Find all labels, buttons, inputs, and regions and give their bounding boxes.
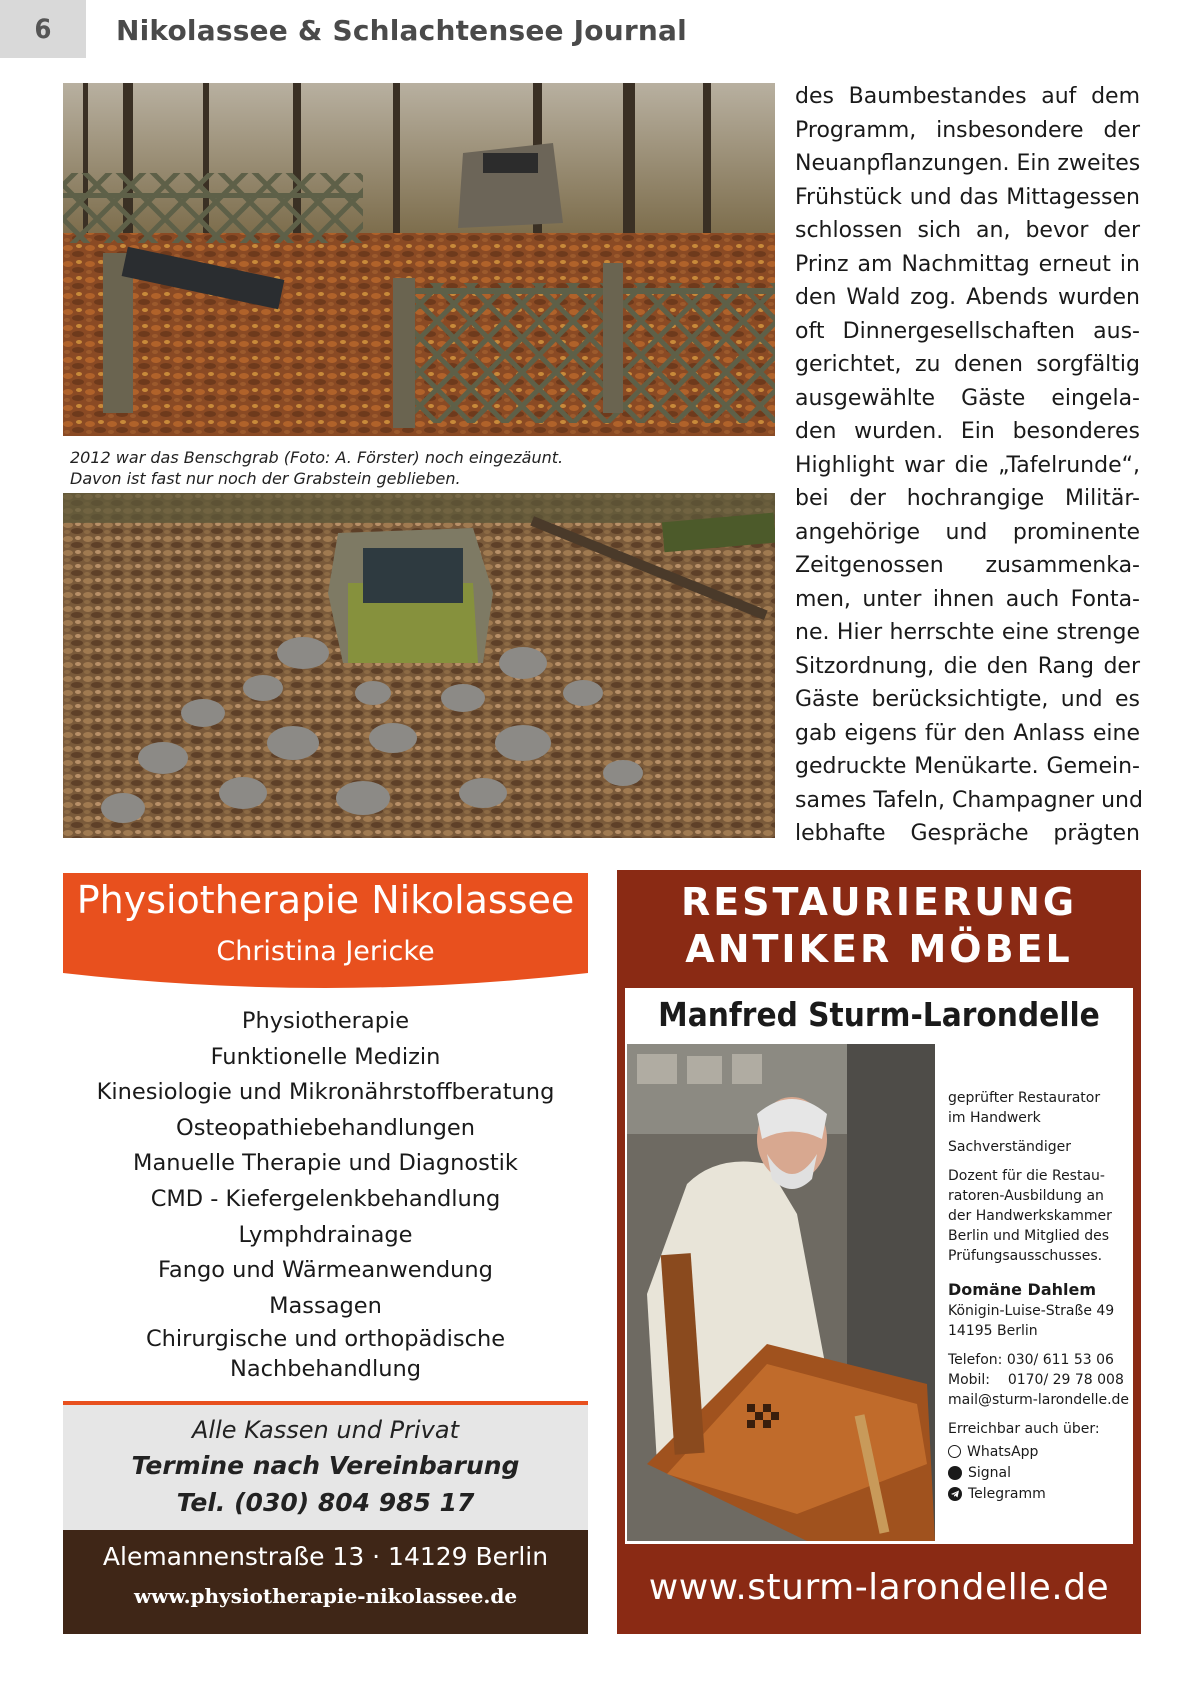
physio-title: Physiotherapie Nikolassee xyxy=(76,878,575,922)
physio-website-link[interactable]: www.physiotherapie-nikolassee.de xyxy=(133,1584,518,1608)
messenger-signal[interactable] xyxy=(948,1462,1138,1483)
resto-city: 14195 Berlin xyxy=(948,1323,1038,1339)
service-item: Fango und Wärmeanwendung xyxy=(158,1257,493,1284)
article-line: Sitzordnung, die den Rang der xyxy=(795,653,1140,679)
article-line: bei der hochrangige Militär- xyxy=(795,486,1140,511)
service-item: Osteopathiebehandlungen xyxy=(176,1114,475,1141)
article-line: Programm, insbesondere der xyxy=(795,117,1140,143)
article-line: angehörige und prominente xyxy=(795,519,1140,545)
physio-kassen: Alle Kassen und Privat xyxy=(192,1416,459,1444)
article-line: Zeitgenossen zusammenka- xyxy=(795,553,1140,578)
info-line: Dozent für die Restau- xyxy=(948,1168,1105,1184)
service-item: Lymphdrainage xyxy=(238,1221,413,1248)
info-line: im Handwerk xyxy=(948,1110,1041,1126)
resto-location: Domäne Dahlem xyxy=(948,1280,1097,1299)
telegram-icon xyxy=(948,1487,962,1501)
info-line: Berlin und Mitglied des xyxy=(948,1228,1110,1244)
article-line: gab eigens für den Anlass eine xyxy=(795,720,1140,746)
page-number: 6 xyxy=(0,0,86,58)
caption-line: Davon ist fast nur noch der Grabstein geblieben. xyxy=(70,469,461,488)
physio-services-list xyxy=(63,1004,588,1384)
article-line: den wurden. Ein besonderes xyxy=(795,419,1140,444)
info-line: geprüfter Restaurator xyxy=(948,1090,1101,1106)
resto-info-column xyxy=(948,1088,1138,1504)
signal-icon xyxy=(948,1466,962,1480)
article-line: Highlight war die „Tafelrunde“, xyxy=(795,452,1140,478)
article-line: Frühstück und das Mittagessen xyxy=(795,184,1140,210)
messenger-telegram[interactable] xyxy=(948,1483,1138,1504)
whatsapp-icon xyxy=(948,1445,961,1458)
resto-qualification-lecturer xyxy=(948,1166,1138,1266)
service-item: Funktionelle Medizin xyxy=(210,1043,441,1070)
gravestone-leaves-illustration xyxy=(63,493,775,838)
article-line: oft Dinnergesellschaften aus- xyxy=(795,318,1140,344)
physio-address: Alemannenstraße 13 · 14129 Berlin xyxy=(102,1542,549,1571)
resto-website-link[interactable]: www.sturm-larondelle.de xyxy=(648,1567,1110,1608)
resto-street: Königin-Luise-Straße 49 xyxy=(948,1303,1115,1319)
messenger-label: Signal xyxy=(968,1464,1012,1481)
resto-owner-name: Manfred Sturm-Larondelle xyxy=(658,995,1100,1034)
resto-mobile[interactable]: Mobil: 0170/ 29 78 008 xyxy=(948,1372,1124,1388)
physio-phone[interactable]: Tel. (030) 804 985 17 xyxy=(176,1488,475,1517)
resto-contact xyxy=(948,1350,1138,1410)
service-item: Chirurgische und orthopädische xyxy=(145,1326,506,1353)
photo-gravestone-today xyxy=(63,493,775,838)
article-line: Prinz am Nachmittag erneut in xyxy=(795,251,1140,277)
article-line: gerichtet, zu denen sorgfältig xyxy=(795,352,1140,377)
photo-fenced-grave-2012 xyxy=(63,83,775,436)
article-text xyxy=(795,80,1143,851)
messenger-label: Telegramm xyxy=(968,1485,1046,1502)
photo-caption xyxy=(70,447,563,489)
article-line: lebhafte Gespräche prägten xyxy=(795,821,1140,846)
info-line: ratoren-Ausbildung an xyxy=(948,1188,1104,1204)
article-line: ausgewählte Gäste eingela- xyxy=(795,385,1140,411)
physio-termine: Termine nach Vereinbarung xyxy=(131,1451,520,1480)
craftsman-workshop-illustration xyxy=(627,1044,935,1541)
telegram-plane-glyph xyxy=(948,1487,962,1501)
service-item: Physiotherapie xyxy=(241,1008,410,1034)
article-line: Gäste berücksichtigte, und es xyxy=(795,687,1140,712)
article-line: des Baumbestandes auf dem xyxy=(795,84,1140,109)
article-line: sames Tafeln, Champagner und xyxy=(795,787,1143,813)
resto-qualification-restaurator xyxy=(948,1088,1138,1128)
resto-craftsman-photo xyxy=(627,1044,935,1541)
service-item: Kinesiologie und Mikronährstoffberatung xyxy=(96,1079,555,1106)
messenger-label: WhatsApp xyxy=(967,1443,1039,1460)
article-line: den Wald zog. Abends wurden xyxy=(795,285,1140,310)
service-item: Manuelle Therapie und Diagnostik xyxy=(133,1150,518,1177)
article-line: Neuanpflanzungen. Ein zweites xyxy=(795,151,1141,176)
article-line: ne. Hier herrschte eine strenge xyxy=(795,620,1140,645)
info-line: Prüfungsausschusses. xyxy=(948,1248,1103,1264)
resto-address xyxy=(948,1280,1138,1341)
article-line: men, unter ihnen auch Fonta- xyxy=(795,586,1140,612)
resto-title-line2: ANTIKER MÖBEL xyxy=(685,927,1073,971)
info-line: der Handwerkskammer xyxy=(948,1208,1112,1224)
journal-title: Nikolassee & Schlachtensee Journal xyxy=(116,14,687,47)
messenger-whatsapp[interactable] xyxy=(948,1441,1138,1462)
forest-grave-fence-illustration xyxy=(63,83,775,436)
resto-email-link[interactable]: mail@sturm-larondelle.de xyxy=(948,1392,1130,1408)
service-item: Nachbehandlung xyxy=(229,1356,422,1383)
resto-phone[interactable]: Telefon: 030/ 611 53 06 xyxy=(948,1352,1114,1368)
physio-subtitle: Christina Jericke xyxy=(216,936,435,967)
resto-qualification-expert: Sachverständiger xyxy=(948,1139,1071,1155)
resto-title-line1: RESTAURIERUNG xyxy=(680,880,1078,924)
service-item: CMD - Kiefergelenkbehandlung xyxy=(150,1185,501,1212)
caption-line: 2012 war das Benschgrab (Foto: A. Förster) noch eingezäunt. xyxy=(70,448,564,467)
article-line: gedruckte Menükarte. Gemein- xyxy=(795,754,1140,779)
article-line: schlossen sich an, bevor der xyxy=(795,218,1140,243)
resto-reach-label: Erreichbar auch über: xyxy=(948,1421,1100,1437)
service-item: Massagen xyxy=(269,1292,382,1319)
